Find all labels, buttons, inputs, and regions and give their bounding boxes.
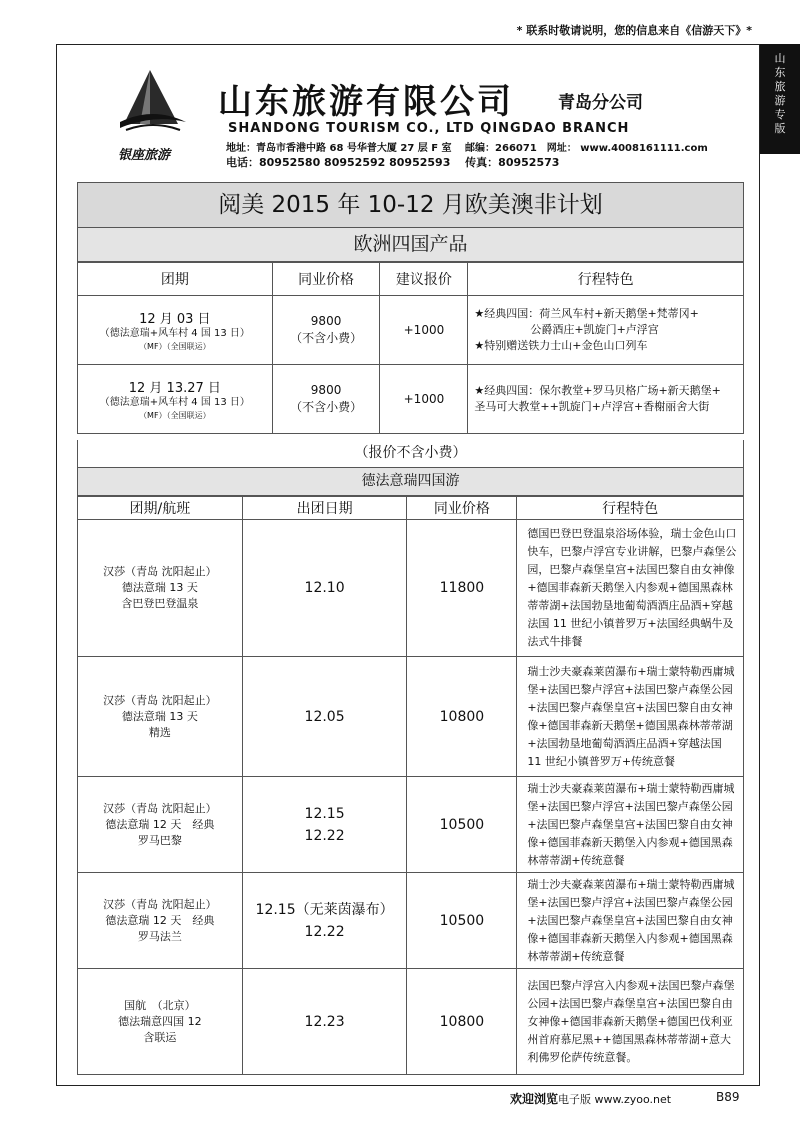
departure-cell (242, 777, 407, 873)
departure-date: 12.10 (304, 580, 345, 596)
departure-cell (242, 657, 407, 777)
feature-line: ★经典四国：荷兰风车村+新天鹅堡+梵蒂冈+ (474, 307, 699, 320)
table-row (78, 520, 744, 657)
side-tab-char: 游 (774, 94, 786, 107)
section2-table (77, 496, 744, 1075)
table-row (78, 296, 744, 365)
date-cell (78, 365, 273, 434)
price: 11800 (407, 520, 517, 657)
section1-title: 欧洲四国产品 (77, 228, 744, 262)
address-line: 地址：青岛市香港中路 68 号华普大厦 27 层 F 室 邮编：266071 网址： www.4008161111.com (226, 143, 708, 154)
group-cell (78, 777, 243, 873)
departure-date: 12.22 (304, 827, 345, 844)
column-header: 建议报价 (380, 263, 468, 296)
column-header: 行程特色 (517, 497, 744, 520)
feature-line: ★经典四国：保尔教堂+罗马贝格广场+新天鹅堡+ (474, 384, 721, 397)
price: 10500 (407, 873, 517, 969)
group-cell (78, 969, 243, 1075)
price-note: （不含小费） (290, 400, 363, 414)
departure-date: 12.15 (304, 805, 345, 822)
departure-cell (242, 520, 407, 657)
departure-cell (242, 969, 407, 1075)
suggest-price: +1000 (380, 296, 468, 365)
feature-cell: 瑞士沙夫豪森莱茵瀑布+瑞士蒙特勒西庸城堡+法国巴黎卢浮宫+法国巴黎卢森堡公园+法国巴黎卢森堡皇宫+法国巴黎自由女神像+德国菲森新天鹅堡入内参观+德国黑森林蒂蒂湖+传统意餐 (517, 777, 744, 873)
price: 9800 (310, 383, 342, 397)
departure-date: 12.15（无莱茵瀑布） (255, 901, 394, 918)
price-cell (272, 365, 380, 434)
column-header: 团期/航班 (78, 497, 243, 520)
feature-cell: 法国巴黎卢浮宫入内参观+法国巴黎卢森堡公园+法国巴黎卢森堡皇宫+法国巴黎自由女神像+德国菲森新天鹅堡+德国巴伐利亚州首府慕尼黑++德国黑森林蒂蒂湖+意大利佛罗伦萨传统意餐。 (517, 969, 744, 1075)
departure-cell (242, 873, 407, 969)
section1-table (77, 262, 744, 434)
suggest-price: +1000 (380, 365, 468, 434)
feature-cell (468, 296, 744, 365)
departure-date: 12.23 (304, 1013, 345, 1030)
group-line: 汉莎（青岛 沈阳起止） (103, 801, 217, 815)
top-note: * 联系时敬请说明，您的信息来自《信游天下》* (516, 24, 752, 37)
group-line: 含巴登巴登温泉 (121, 597, 199, 610)
group-line: 罗马法兰 (137, 929, 182, 943)
group-line: 汉莎（青岛 沈阳起止） (103, 897, 217, 911)
tour-airline: （MF）（全国联运） (139, 410, 211, 420)
company-name-en: SHANDONG TOURISM CO., LTD QINGDAO BRANCH (228, 121, 630, 136)
column-header: 同业价格 (272, 263, 380, 296)
price: 10500 (407, 777, 517, 873)
group-line: 国航 （北京） (124, 998, 196, 1012)
group-line: 汉莎（青岛 沈阳起止） (103, 565, 217, 578)
feature-cell: 瑞士沙夫豪森莱茵瀑布+瑞士蒙特勒西庸城堡+法国巴黎卢浮宫+法国巴黎卢森堡公园+法国巴黎卢森堡皇宫+法国巴黎自由女神像+德国菲森新天鹅堡+德国黑森林蒂蒂湖+法国勃垦地葡萄酒酒庄品酒+穿越法国 11 世纪小镇普罗万+传统意餐 (517, 657, 744, 777)
date-cell (78, 296, 273, 365)
side-tab-char: 东 (774, 66, 786, 79)
column-header: 出团日期 (242, 497, 407, 520)
tour-date: 12 月 03 日 (139, 311, 211, 327)
phone-line: 电话：80952580 80952592 80952593 传真：80952573 (226, 156, 560, 169)
table-row (78, 777, 744, 873)
side-tab-char: 山 (774, 52, 786, 65)
table-row (78, 969, 744, 1075)
group-cell (78, 873, 243, 969)
group-line: 德法意瑞 12 天 经典 (105, 913, 215, 927)
group-line: 德法意瑞 13 天 (121, 709, 198, 723)
feature-line: 公爵酒庄+凯旋门+卢浮宫 (530, 323, 659, 336)
tour-route: （德法意瑞+风车村 4 国 13 日） (99, 327, 250, 339)
group-line: 精选 (148, 725, 171, 739)
section2-title: 德法意瑞四国游 (77, 468, 744, 496)
branch-name: 青岛分公司 (558, 93, 643, 113)
side-tab-char: 版 (774, 122, 786, 135)
group-line: 德法瑞意四国 12 (118, 1014, 202, 1028)
tour-airline: （MF）（全国联运） (139, 341, 211, 351)
feature-cell: 瑞士沙夫豪森莱茵瀑布+瑞士蒙特勒西庸城堡+法国巴黎卢浮宫+法国巴黎卢森堡公园+法国巴黎卢森堡皇宫+法国巴黎自由女神像+德国菲森新天鹅堡入内参观+德国黑森林蒂蒂湖+传统意餐 (517, 873, 744, 969)
footer-edition: 电子版 www.zyoo.net (558, 1093, 672, 1106)
feature-cell: 德国巴登巴登温泉浴场体验，瑞士金色山口快车，巴黎卢浮宫专业讲解，巴黎卢森堡公园，巴黎卢森堡皇宫+法国巴黎自由女神像+德国菲森新天鹅堡入内参观+德国黑森林蒂蒂湖+法国勃垦地葡萄酒酒庄品酒+穿越法国 11 世纪小镇普罗万+法国经典蜗牛及法式牛排餐 (517, 520, 744, 657)
departure-date: 12.22 (304, 923, 345, 940)
logo-text: 银座旅游 (118, 148, 171, 163)
price: 10800 (407, 969, 517, 1075)
departure-date: 12.05 (304, 708, 345, 725)
company-name: 山东旅游有限公司 (218, 82, 514, 122)
company-logo-icon (118, 66, 188, 136)
tour-route: （德法意瑞+风车村 4 国 13 日） (99, 396, 250, 408)
table-row (78, 873, 744, 969)
feature-line: 圣马可大教堂++凯旋门+卢浮宫+香榭丽舍大街 (474, 400, 710, 413)
side-tab (760, 44, 800, 154)
page-title: 阅美 2015 年 10-12 月欧美澳非计划 (77, 182, 744, 228)
tour-date: 12 月 13.27 日 (128, 380, 221, 396)
table-header-row (78, 263, 744, 296)
price-note-banner: （报价不含小费） (77, 440, 744, 468)
page-number: B89 (716, 1090, 740, 1104)
group-line: 含联运 (143, 1030, 177, 1044)
group-line: 汉莎（青岛 沈阳起止） (103, 693, 217, 707)
group-line: 德法意瑞 13 天 (121, 581, 198, 594)
side-tab-char: 专 (774, 108, 786, 121)
group-line: 罗马巴黎 (137, 833, 182, 847)
table-header-row (78, 497, 744, 520)
table-row (78, 365, 744, 434)
price-note: （不含小费） (290, 331, 363, 345)
footer-welcome: 欢迎浏览 (510, 1092, 559, 1106)
group-cell (78, 657, 243, 777)
price: 9800 (310, 314, 342, 328)
price-cell (272, 296, 380, 365)
group-cell (78, 520, 243, 657)
footer-text (510, 1090, 671, 1107)
side-tab-char: 旅 (774, 80, 786, 93)
price: 10800 (407, 657, 517, 777)
group-line: 德法意瑞 12 天 经典 (105, 817, 215, 831)
column-header: 团期 (78, 263, 273, 296)
column-header: 同业价格 (407, 497, 517, 520)
table-row (78, 657, 744, 777)
column-header: 行程特色 (468, 263, 744, 296)
feature-cell (468, 365, 744, 434)
feature-line: ★特别赠送铁力士山+金色山口列车 (474, 339, 648, 352)
